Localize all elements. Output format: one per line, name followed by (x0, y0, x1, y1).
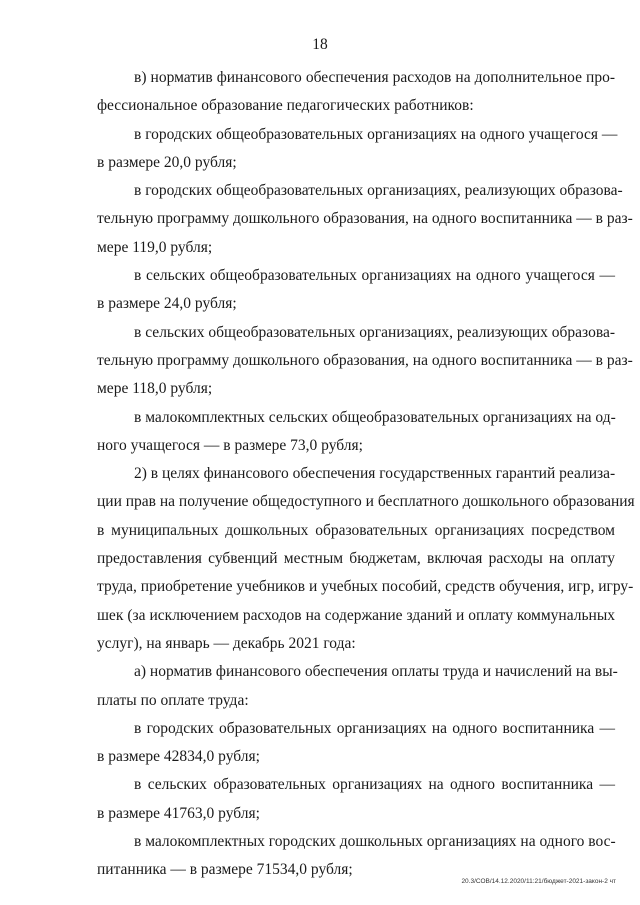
text-line: фессиональное образование педагогических работников: (97, 97, 474, 115)
paragraph (97, 121, 618, 178)
text-line: в сельских образовательных организациях на одного воспитанника — (134, 776, 615, 794)
text-line: тельную программу дошкольного образования, на одного воспитанника — в раз- (97, 210, 633, 228)
paragraph (97, 658, 618, 715)
text-line: мере 118,0 рубля; (97, 380, 213, 398)
text-line: в муниципальных дошкольных образовательных организациях посредством (97, 521, 615, 539)
text-line: в) норматив финансового обеспечения расходов на дополнительное про- (134, 69, 615, 86)
paragraph (97, 404, 615, 461)
text-line: питанника — в размере 71534,0 рубля; (97, 861, 353, 879)
text-line: услуг), на январь — декабрь 2021 года: (97, 634, 356, 652)
paragraph (97, 262, 615, 319)
text-line: 2) в целях финансового обеспечения государственных гарантий реализа- (134, 465, 616, 483)
page-number: 18 (312, 36, 328, 53)
paragraph (97, 715, 615, 772)
text-line: в размере 24,0 рубля; (97, 295, 237, 313)
text-line: а) норматив финансового обеспечения оплаты труда и начислений на вы- (134, 663, 618, 681)
footer-code: 20.3/СОВ/14.12.2020/11:21/бюджет-2021-закон-2 чт (461, 878, 616, 885)
paragraph (97, 64, 615, 121)
text-line: в городских общеобразовательных организациях, реализующих образова- (134, 182, 623, 200)
text-line: предоставления субвенций местным бюджетам, включая расходы на оплату (97, 550, 615, 568)
text-line: в городских общеобразовательных организациях на одного учащегося — (134, 125, 618, 143)
text-line: в размере 41763,0 рубля; (97, 804, 260, 822)
text-line: тельную программу дошкольного образования, на одного воспитанника — в раз- (97, 351, 633, 369)
paragraph (97, 828, 615, 885)
paragraph (97, 771, 615, 828)
text-line: в городских образовательных организациях на одного воспитанника — (134, 719, 615, 737)
text-line: мере 119,0 рубля; (97, 238, 213, 256)
document-body (97, 64, 635, 885)
text-line: в сельских общеобразовательных организациях на одного учащегося — (134, 267, 615, 285)
paragraph (97, 319, 633, 404)
text-line: в малокомплектных сельских общеобразовательных организациях на од- (134, 408, 616, 426)
paragraph (97, 460, 635, 658)
paragraph (97, 177, 633, 262)
text-line: ции прав на получение общедоступного и бесплатного дошкольного образования (97, 493, 635, 511)
text-line: шек (за исключением расходов на содержание зданий и оплату коммунальных (97, 606, 615, 624)
text-line: в сельских общеобразовательных организациях, реализующих образова- (134, 323, 615, 341)
text-line: в размере 20,0 рубля; (97, 153, 237, 171)
text-line: в размере 42834,0 рубля; (97, 748, 260, 766)
text-line: в малокомплектных городских дошкольных организациях на одного вос- (134, 833, 616, 851)
text-line: ного учащегося — в размере 73,0 рубля; (97, 436, 363, 454)
text-line: платы по оплате труда: (97, 691, 249, 709)
text-line: труда, приобретение учебников и учебных пособий, средств обучения, игр, игру- (97, 578, 634, 596)
